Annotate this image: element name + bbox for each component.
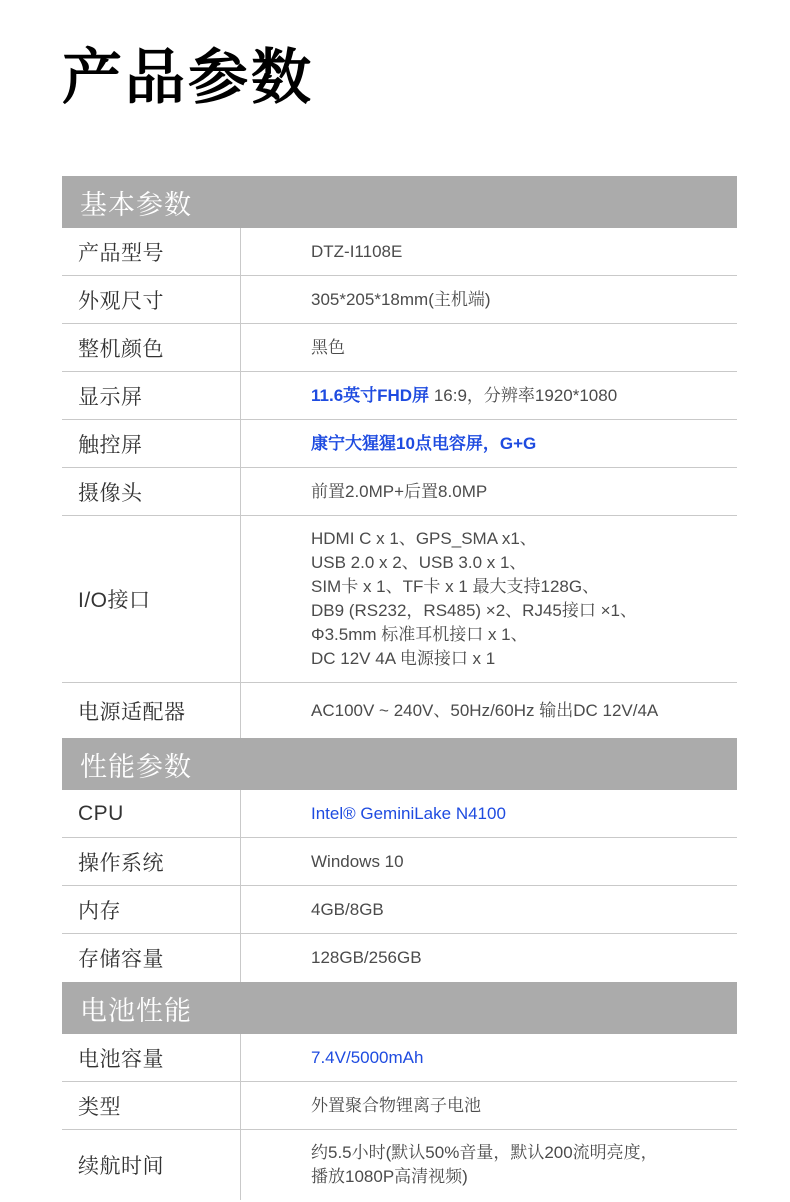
- spec-value: [240, 886, 737, 933]
- spec-row-camera: [62, 468, 737, 516]
- spec-row-model: [62, 228, 737, 276]
- section-header-basic: [62, 176, 737, 228]
- spec-value: [240, 1082, 737, 1129]
- spec-row-color: [62, 324, 737, 372]
- io-line: DB9 (RS232，RS485) ×2、RJ45接口 ×1、: [311, 601, 637, 620]
- value-text: 305*205*18mm(主机端): [311, 289, 491, 309]
- value-text: DTZ-I1108E: [311, 241, 403, 261]
- value-highlight: Intel® GeminiLake N4100: [311, 803, 506, 823]
- spec-row-os: [62, 838, 737, 886]
- spec-row-battery-capacity: [62, 1034, 737, 1082]
- spec-value: [240, 1034, 737, 1081]
- spec-label: 整机颜色: [78, 337, 164, 361]
- page-title: 产品参数: [62, 44, 314, 111]
- value-highlight: 11.6英寸FHD屏: [311, 385, 430, 405]
- value-highlight: 7.4V/5000mAh: [311, 1047, 424, 1067]
- spec-table: [62, 176, 737, 1200]
- io-line: USB 2.0 x 2、USB 3.0 x 1、: [311, 553, 527, 572]
- value-text: 128GB/256GB: [311, 948, 422, 967]
- value-text: 前置2.0MP+后置8.0MP: [311, 481, 488, 501]
- spec-value: [240, 516, 737, 682]
- spec-label: 内存: [78, 899, 121, 923]
- spec-row-dimensions: [62, 276, 737, 324]
- spec-row-cpu: [62, 790, 737, 838]
- spec-value: [240, 838, 737, 885]
- spec-value: [240, 683, 737, 738]
- io-line: SIM卡 x 1、TF卡 x 1 最大支持128G、: [311, 577, 600, 596]
- io-line: DC 12V 4A 电源接口 x 1: [311, 649, 496, 668]
- section-title: 基本参数: [80, 189, 192, 220]
- spec-label: 显示屏: [78, 385, 143, 409]
- spec-label: 电源适配器: [78, 700, 186, 724]
- spec-label: 续航时间: [78, 1155, 164, 1178]
- spec-value: [240, 324, 737, 371]
- section-title: 性能参数: [80, 751, 192, 782]
- value-highlight: 康宁大猩猩10点电容屏，G+G: [311, 433, 537, 453]
- io-line: HDMI C x 1、GPS_SMA x1、: [311, 529, 537, 548]
- spec-row-display: [62, 372, 737, 420]
- section-title: 电池性能: [80, 995, 192, 1026]
- value-text: Windows 10: [311, 851, 404, 871]
- spec-value: [240, 420, 737, 467]
- spec-value: [240, 276, 737, 323]
- spec-label: 触控屏: [78, 433, 143, 457]
- spec-row-memory: [62, 886, 737, 934]
- spec-label: 电池容量: [78, 1047, 164, 1071]
- spec-row-power-adapter: [62, 683, 737, 738]
- value-text: [311, 384, 729, 408]
- spec-value: [240, 228, 737, 275]
- spec-value: [240, 1130, 737, 1200]
- runtime-line: 约5.5小时(默认50%音量，默认200流明亮度，: [311, 1143, 658, 1162]
- spec-row-io: [62, 516, 737, 683]
- spec-label: 类型: [78, 1095, 121, 1119]
- spec-label: 外观尺寸: [78, 289, 164, 313]
- io-line: Φ3.5mm 标准耳机接口 x 1、: [311, 625, 528, 644]
- value-text: AC100V ~ 240V、50Hz/60Hz 输出DC 12V/4A: [311, 700, 659, 720]
- spec-row-touch: [62, 420, 737, 468]
- value-text: 黑色: [311, 337, 345, 357]
- spec-value: [240, 934, 737, 982]
- section-header-performance: [62, 738, 737, 790]
- spec-label: 操作系统: [78, 851, 164, 875]
- value-text: 外置聚合物锂离子电池: [311, 1095, 481, 1115]
- spec-label: CPU: [78, 801, 124, 825]
- spec-row-battery-runtime: [62, 1130, 737, 1200]
- spec-label: 摄像头: [78, 481, 143, 505]
- spec-value: [240, 372, 737, 419]
- value-rest: 16:9，分辨率1920*1080: [429, 385, 618, 405]
- spec-label: 存储容量: [78, 948, 164, 971]
- section-header-battery: [62, 982, 737, 1034]
- runtime-line: 播放1080P高清视频): [311, 1167, 468, 1186]
- value-text: 4GB/8GB: [311, 899, 384, 919]
- spec-label: 产品型号: [78, 241, 164, 265]
- spec-label: I/O接口: [78, 589, 151, 612]
- spec-value: [240, 790, 737, 837]
- spec-value: [240, 468, 737, 515]
- spec-row-storage: [62, 934, 737, 982]
- spec-row-battery-type: [62, 1082, 737, 1130]
